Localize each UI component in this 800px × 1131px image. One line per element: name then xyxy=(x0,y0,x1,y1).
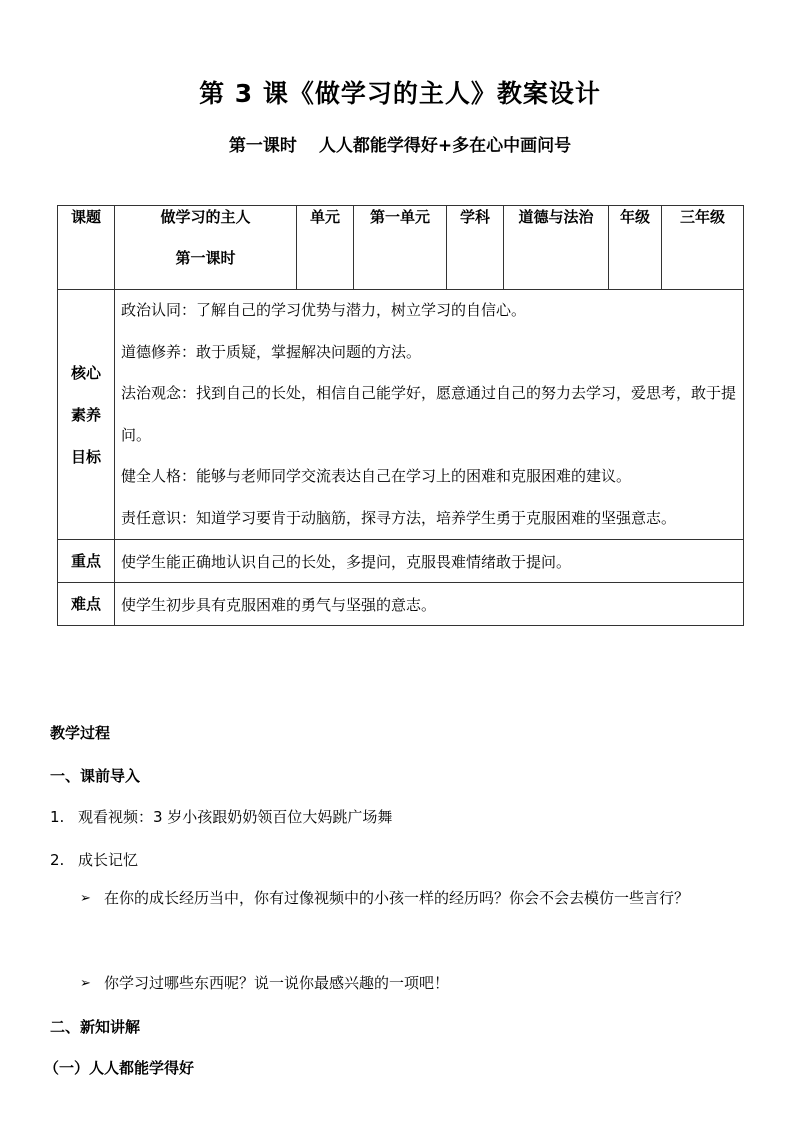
table-row xyxy=(58,540,744,583)
bullet-item xyxy=(80,878,752,919)
arrow-bullet-icon: ➢ xyxy=(80,976,91,991)
topic-value-line: 做学习的主人 xyxy=(160,208,251,226)
unit-label: 单元 xyxy=(297,206,354,290)
topic-value-line: 第一课时 xyxy=(175,249,236,267)
arrow-bullet-icon: ➢ xyxy=(80,891,91,906)
list-item-text: 成长记忆 xyxy=(78,851,139,869)
lesson-info-table xyxy=(57,205,744,626)
goal-item: 法治观念：找到自己的长处，相信自己能学好，愿意通过自己的努力去学习，爱思考，敢于提问。 xyxy=(121,384,737,444)
topic-value xyxy=(115,206,297,290)
document-title: 第 3 课《做学习的主人》教案设计 xyxy=(199,79,601,108)
list-item xyxy=(50,806,392,827)
goals-label-line: 素养 xyxy=(70,405,101,424)
key-point-value: 使学生能正确地认识自己的长处，多提问，克服畏难情绪敢于提问。 xyxy=(115,540,744,583)
subtitle-lesson: 第一课时 xyxy=(228,136,297,156)
table-row xyxy=(58,290,744,540)
grade-label: 年级 xyxy=(609,206,662,290)
key-point-label: 重点 xyxy=(58,540,115,583)
bullet-text: 你学习过哪些东西呢？说一说你最感兴趣的一项吧！ xyxy=(104,974,450,992)
goal-item: 责任意识：知道学习要肯于动脑筋，探寻方法，培养学生勇于克服困难的坚强意志。 xyxy=(121,508,677,527)
bullet-item xyxy=(80,963,752,1004)
part2-heading: 二、新知讲解 xyxy=(50,1018,141,1036)
list-item-number: 1. xyxy=(50,808,65,826)
goals-label-line: 核心 xyxy=(70,363,101,382)
list-item-text: 观看视频：3 岁小孩跟奶奶领百位大妈跳广场舞 xyxy=(78,808,393,826)
subtitle-topic: 人人都能学得好+多在心中画问号 xyxy=(318,136,572,156)
subject-value: 道德与法治 xyxy=(504,206,609,290)
sub1-heading: （一）人人都能学得好 xyxy=(44,1059,195,1077)
goal-item: 道德修养：敢于质疑，掌握解决问题的方法。 xyxy=(121,342,422,361)
grade-value: 三年级 xyxy=(662,206,744,290)
goals-content xyxy=(115,290,744,540)
list-item-number: 2. xyxy=(50,851,65,869)
table-row xyxy=(58,206,744,290)
goal-item: 政治认同：了解自己的学习优势与潜力，树立学习的自信心。 xyxy=(121,301,527,319)
document-subtitle xyxy=(0,131,800,156)
part1-heading: 一、课前导入 xyxy=(50,767,141,785)
bullet-text: 在你的成长经历当中，你有过像视频中的小孩一样的经历吗？你会不会去模仿一些言行？ xyxy=(104,889,690,907)
goals-label xyxy=(58,290,115,540)
table-row xyxy=(58,583,744,626)
goals-label-line: 目标 xyxy=(70,447,101,466)
difficulty-value: 使学生初步具有克服困难的勇气与坚强的意志。 xyxy=(115,583,744,626)
goal-item: 健全人格：能够与老师同学交流表达自己在学习上的困难和克服困难的建议。 xyxy=(121,467,632,485)
subject-label: 学科 xyxy=(447,206,504,290)
process-heading: 教学过程 xyxy=(50,724,111,742)
unit-value: 第一单元 xyxy=(354,206,447,290)
topic-label: 课题 xyxy=(58,206,115,290)
list-item xyxy=(50,849,138,870)
difficulty-label: 难点 xyxy=(58,583,115,626)
